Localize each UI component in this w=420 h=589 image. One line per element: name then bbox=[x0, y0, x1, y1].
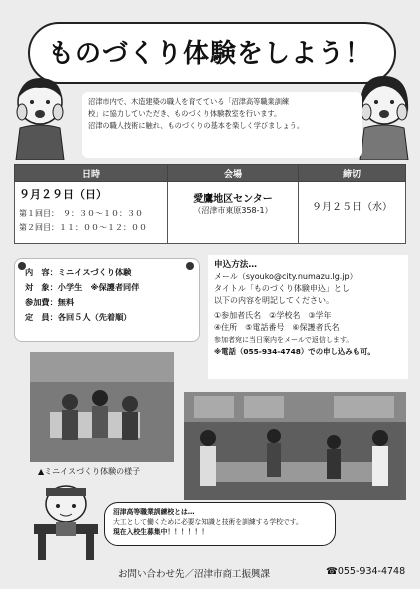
intro-line: 校」に協力していただき、ものづくり体験教室を行います。 bbox=[88, 109, 282, 118]
workshop-photo bbox=[30, 352, 174, 462]
deadline-date: ９月２５日（水） bbox=[312, 202, 392, 213]
intro-box bbox=[82, 92, 362, 158]
pin-icon bbox=[18, 262, 26, 270]
session-1: 第１回目： ９：３０～１０：３０ bbox=[19, 209, 143, 218]
venue-name: 愛鷹地区センター bbox=[193, 194, 273, 205]
school-note-desc: 大工として働くために必要な知識と技術を訓練する学校です。 bbox=[113, 518, 303, 526]
pin-icon bbox=[186, 262, 194, 270]
apply-line: ①参加者氏名 ②学校名 ③学年 bbox=[214, 311, 332, 320]
datetime-cell bbox=[15, 182, 168, 244]
school-note-title: 沼津高等職業訓練校とは… bbox=[113, 508, 195, 516]
school-note bbox=[104, 502, 336, 546]
intro-line: 沼津市内で、木造建築の職人を育てている「沼津高等職業訓練 bbox=[88, 97, 290, 106]
apply-section bbox=[208, 255, 408, 379]
apply-heading: 申込方法… bbox=[214, 260, 257, 270]
footer-contact: お問い合わせ先／沼津市商工振興課 bbox=[118, 569, 271, 580]
details-note bbox=[14, 258, 200, 342]
venue-cell bbox=[168, 182, 299, 244]
classroom-photo bbox=[184, 392, 406, 500]
apply-line: メール（syouko@city.numazu.lg.jp） bbox=[214, 272, 358, 281]
apply-line: ※電話（055-934-4748）での申し込みも可。 bbox=[214, 347, 375, 356]
session-2: 第２回目：１１：００～１２：００ bbox=[19, 223, 147, 232]
detail-fee: 参加費：無料 bbox=[25, 297, 75, 307]
apply-line: 以下の内容を明記してください。 bbox=[214, 296, 334, 305]
footer-phone: ☎055-934-4748 bbox=[326, 566, 406, 577]
header-datetime: 日時 bbox=[15, 165, 168, 182]
page-title: ものづくり体験をしよう！ bbox=[47, 39, 372, 69]
mascot-left bbox=[8, 72, 72, 160]
header-venue: 会場 bbox=[168, 165, 299, 182]
detail-capacity: 定 員：各回５人（先着順） bbox=[25, 312, 132, 322]
event-date: ９月２９日（日） bbox=[19, 188, 107, 201]
apply-line: 参加者宛に当日案内をメールで返信します。 bbox=[214, 336, 354, 344]
intro-line: 沼津の職人技術に触れ、ものづくりの基本を楽しく学びましょう。 bbox=[88, 121, 305, 130]
apply-line: ④住所 ⑤電話番号 ⑥保護者氏名 bbox=[214, 323, 340, 332]
header-deadline: 締切 bbox=[299, 165, 406, 182]
detail-target: 対 象：小学生 ※保護者同伴 bbox=[25, 282, 140, 292]
deadline-cell bbox=[299, 182, 406, 244]
venue-address: （沼津市東原358-1） bbox=[193, 206, 273, 215]
carpenter-mascot bbox=[28, 478, 104, 562]
apply-line: タイトル「ものづくり体験申込」とし bbox=[214, 284, 350, 293]
schedule-table bbox=[14, 164, 406, 244]
photo-caption: ▲ミニイスづくり体験の様子 bbox=[38, 467, 141, 476]
school-note-recruit: 現在入校生募集中！！！！！！ bbox=[113, 528, 209, 536]
detail-content: 内 容：ミニイスづくり体験 bbox=[25, 267, 132, 277]
